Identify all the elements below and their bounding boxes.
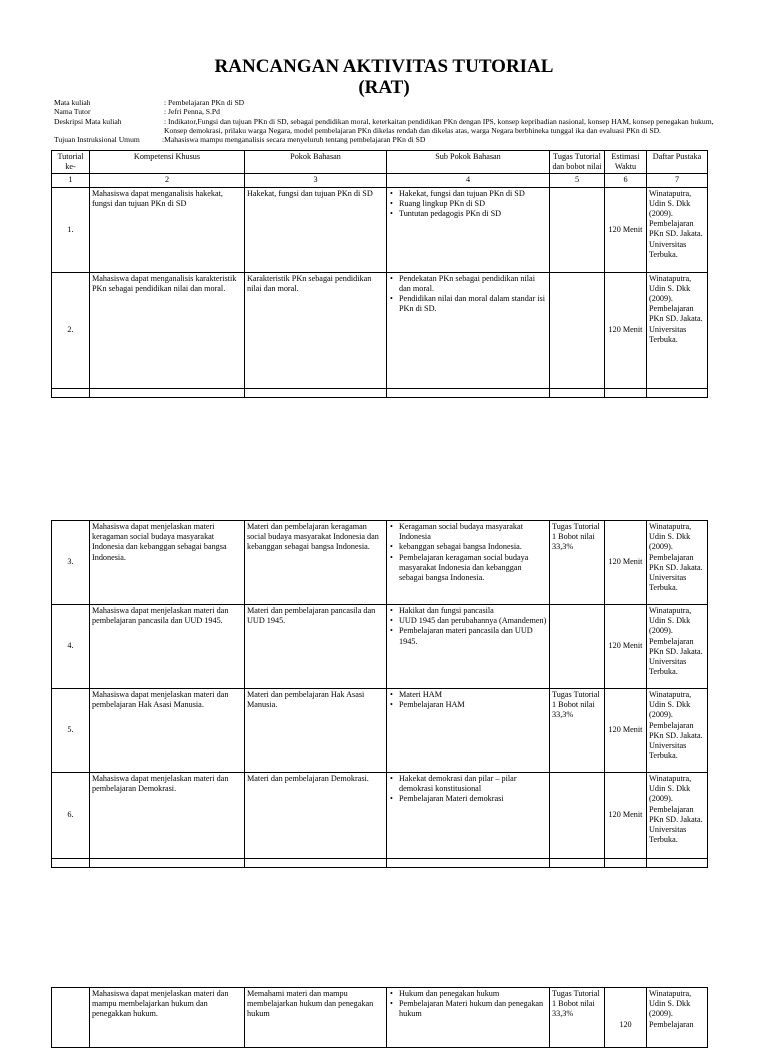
sub-pokok-cell [387, 272, 550, 388]
column-number: 6 [605, 174, 647, 187]
document-subtitle: (RAT) [358, 77, 410, 98]
meta-row-mata-kuliah [54, 98, 714, 107]
meta-label: Nama Tutor [54, 107, 91, 117]
course-meta [54, 98, 714, 144]
kompetensi-cell: Mahasiswa dapat menjelaskan materi dan pembelajaran Demokrasi. [90, 773, 245, 859]
column-number: 2 [90, 174, 245, 187]
tutorial-number: 1. [52, 187, 90, 272]
kompetensi-cell: Mahasiswa dapat menjelaskan materi keragaman social budaya masyarakat Indonesia dan kebanggan sebagai bangsa Indonesia. [90, 521, 245, 605]
tugas-cell: Tugas Tutorial 1 Bobot nilai 33,3% [550, 521, 605, 605]
tutorial-number: 3. [52, 521, 90, 605]
table-row [52, 605, 708, 689]
header-estimasi: Estimasi Waktu [605, 151, 647, 174]
sub-pokok-cell [387, 521, 550, 605]
estimasi-cell: 120 Menit [605, 605, 647, 689]
meta-value: : Pembelajaran PKn di SD [164, 98, 245, 107]
tutorial-number [52, 988, 90, 1048]
meta-value: : Indikator,Fungsi dan tujuan PKn di SD, sebagai pendidikan moral, keterkaitan pendidikan PKn dengan IPS, konsep kepribadian nasional, konsep HAM, konsep penegakan hukum, Konsep demokrasi, prilaku warga Negara, model pembelajaran PKn dikelas rendah dan dikelas atas, warga Negara berbhineka tunggal ika dan evaluasi PKn di SD. [164, 116, 714, 135]
table-row [52, 988, 708, 1048]
table-row [52, 689, 708, 773]
sub-pokok-item: • Pendekatan PKn sebagai pendidikan nilai dan moral. [399, 274, 547, 294]
header-pokok: Pokok Bahasan [245, 151, 387, 174]
meta-label: Tujuan Instruksional Umum [54, 135, 140, 145]
pustaka-cell: Winataputra, Udin S. Dkk (2009). Pembelajaran PKn SD. Jakata. Universitas Terbuka. [647, 689, 708, 773]
sub-pokok-item: • Pembelajaran keragaman social budaya masyarakat Indonesia dan kebanggan sebagai bangsa Indonesia. [399, 553, 547, 584]
sub-pokok-item: • Pembelajaran materi pancasila dan UUD 1945. [399, 626, 547, 646]
sub-pokok-item: • Tuntutan pedagogis PKn di SD [399, 209, 547, 219]
column-number: 5 [550, 174, 605, 187]
table-row [52, 272, 708, 388]
pokok-cell: Memahami materi dan mampu membelajarkan hukum dan penegakan hukum [245, 988, 387, 1048]
document-title: RANCANGAN AKTIVITAS TUTORIAL [214, 56, 554, 77]
column-number: 4 [387, 174, 550, 187]
sub-pokok-item: • Hakekat, fungsi dan tujuan PKn di SD [399, 189, 547, 199]
estimasi-cell: 120 Menit [605, 521, 647, 605]
meta-value: :Mahasiswa mampu menganalisis secara menyeluruh tentang pembelajaran PKn di SD [162, 135, 426, 145]
kompetensi-cell: Mahasiswa dapat menjelaskan materi dan mampu membelajarkan hukum dan penegakkan hukum. [90, 988, 245, 1048]
pokok-cell: Materi dan pembelajaran Demokrasi. [245, 773, 387, 859]
tutorial-number: 2. [52, 272, 90, 388]
pustaka-cell: Winataputra, Udin S. Dkk (2009). Pembelajaran PKn SD. Jakata. Universitas Terbuka. [647, 272, 708, 388]
kompetensi-cell: Mahasiswa dapat menganalisis karakteristik PKn sebagai pendidikan nilai dan moral. [90, 272, 245, 388]
pustaka-cell: Winataputra, Udin S. Dkk (2009). Pembelajaran PKn SD. Jakata. Universitas Terbuka. [647, 187, 708, 272]
sub-pokok-item: • Materi HAM [399, 690, 547, 700]
table-row [52, 187, 708, 272]
sub-pokok-item: • Hakikat dan fungsi pancasila [399, 606, 547, 616]
meta-value: : Jefri Penna, S.Pd [164, 107, 220, 117]
estimasi-cell: 120 Menit [605, 773, 647, 859]
sub-pokok-item: • Pembelajaran HAM [399, 700, 547, 710]
kompetensi-cell: Mahasiswa dapat menjelaskan materi dan pembelajaran pancasila dan UUD 1945. [90, 605, 245, 689]
meta-row-nama-tutor [54, 107, 714, 116]
tugas-cell: Tugas Tutorial 1 Bobot nilai 33,3% [550, 689, 605, 773]
meta-label: Mata kuliah [54, 98, 91, 107]
sub-pokok-item: • Hakekat demokrasi dan pilar – pilar demokrasi konstitusional [399, 774, 547, 794]
estimasi-cell: 120 Menit [605, 187, 647, 272]
sub-pokok-cell [387, 187, 550, 272]
empty-row [52, 388, 708, 397]
sub-pokok-cell [387, 988, 550, 1048]
table-row [52, 773, 708, 859]
sub-pokok-cell [387, 773, 550, 859]
pokok-cell: Materi dan pembelajaran pancasila dan UUD 1945. [245, 605, 387, 689]
meta-label: Deskripsi Mata kuliah [54, 116, 122, 126]
tugas-cell [550, 187, 605, 272]
empty-row [52, 859, 708, 868]
header-tutorial: Tutorial ke- [52, 151, 90, 174]
meta-row-deskripsi [54, 117, 714, 136]
sub-pokok-item: • Hukum dan penegakan hukum [399, 989, 547, 999]
sub-pokok-item: • Pendidikan nilai dan moral dalam standar isi PKn di SD. [399, 294, 547, 314]
rat-table-page-1 [51, 150, 708, 398]
kompetensi-cell: Mahasiswa dapat menganalisis hakekat, fungsi dan tujuan PKn di SD [90, 187, 245, 272]
table-header-row [52, 151, 708, 174]
pokok-cell: Hakekat, fungsi dan tujuan PKn di SD [245, 187, 387, 272]
estimasi-cell: 120 [605, 988, 647, 1048]
column-number-row [52, 174, 708, 187]
tugas-cell [550, 605, 605, 689]
sub-pokok-cell [387, 605, 550, 689]
column-number: 1 [52, 174, 90, 187]
pokok-cell: Materi dan pembelajaran Hak Asasi Manusia. [245, 689, 387, 773]
header-pustaka: Daftar Pustaka [647, 151, 708, 174]
tutorial-number: 6. [52, 773, 90, 859]
sub-pokok-item: • UUD 1945 dan perubahannya (Amandemen) [399, 616, 547, 626]
sub-pokok-item: • kebanggan sebagai bangsa Indonesia. [399, 542, 547, 552]
sub-pokok-item: • Pembelajaran Materi demokrasi [399, 794, 547, 804]
header-sub-pokok: Sub Pokok Bahasan [387, 151, 550, 174]
rat-table-page-3 [51, 987, 708, 1048]
tugas-cell [550, 272, 605, 388]
kompetensi-cell: Mahasiswa dapat menjelaskan materi dan pembelajaran Hak Asasi Manusia. [90, 689, 245, 773]
tugas-cell [550, 773, 605, 859]
pustaka-cell: Winataputra, Udin S. Dkk (2009). Pembelajaran [647, 988, 708, 1048]
pustaka-cell: Winataputra, Udin S. Dkk (2009). Pembelajaran PKn SD. Jakata. Universitas Terbuka. [647, 773, 708, 859]
meta-row-tiu [54, 135, 714, 144]
column-number: 3 [245, 174, 387, 187]
sub-pokok-cell [387, 689, 550, 773]
pustaka-cell: Winataputra, Udin S. Dkk (2009). Pembelajaran PKn SD. Jakata. Universitas Terbuka. [647, 605, 708, 689]
sub-pokok-item: • Ruang lingkup PKn di SD [399, 199, 547, 209]
column-number: 7 [647, 174, 708, 187]
tutorial-number: 4. [52, 605, 90, 689]
tugas-cell: Tugas Tutorial 1 Bobot nilai 33,3% [550, 988, 605, 1048]
header-kompetensi: Kompetensi Khusus [90, 151, 245, 174]
estimasi-cell: 120 Menit [605, 689, 647, 773]
estimasi-cell: 120 Menit [605, 272, 647, 388]
sub-pokok-item: • Keragaman social budaya masyarakat Indonesia [399, 522, 547, 542]
pustaka-cell: Winataputra, Udin S. Dkk (2009). Pembelajaran PKn SD. Jakata. Universitas Terbuka. [647, 521, 708, 605]
pokok-cell: Karakteristik PKn sebagai pendidikan nilai dan moral. [245, 272, 387, 388]
tutorial-number: 5. [52, 689, 90, 773]
pokok-cell: Materi dan pembelajaran keragaman social budaya masyarakat Indonesia dan kebanggan sebagai bangsa Indonesia. [245, 521, 387, 605]
rat-table-page-2 [51, 520, 708, 868]
table-row [52, 521, 708, 605]
header-tugas: Tugas Tutorial dan bobot nilai [550, 151, 605, 174]
sub-pokok-item: • Pembelajaran Materi hukum dan penegakan hukum [399, 999, 547, 1019]
